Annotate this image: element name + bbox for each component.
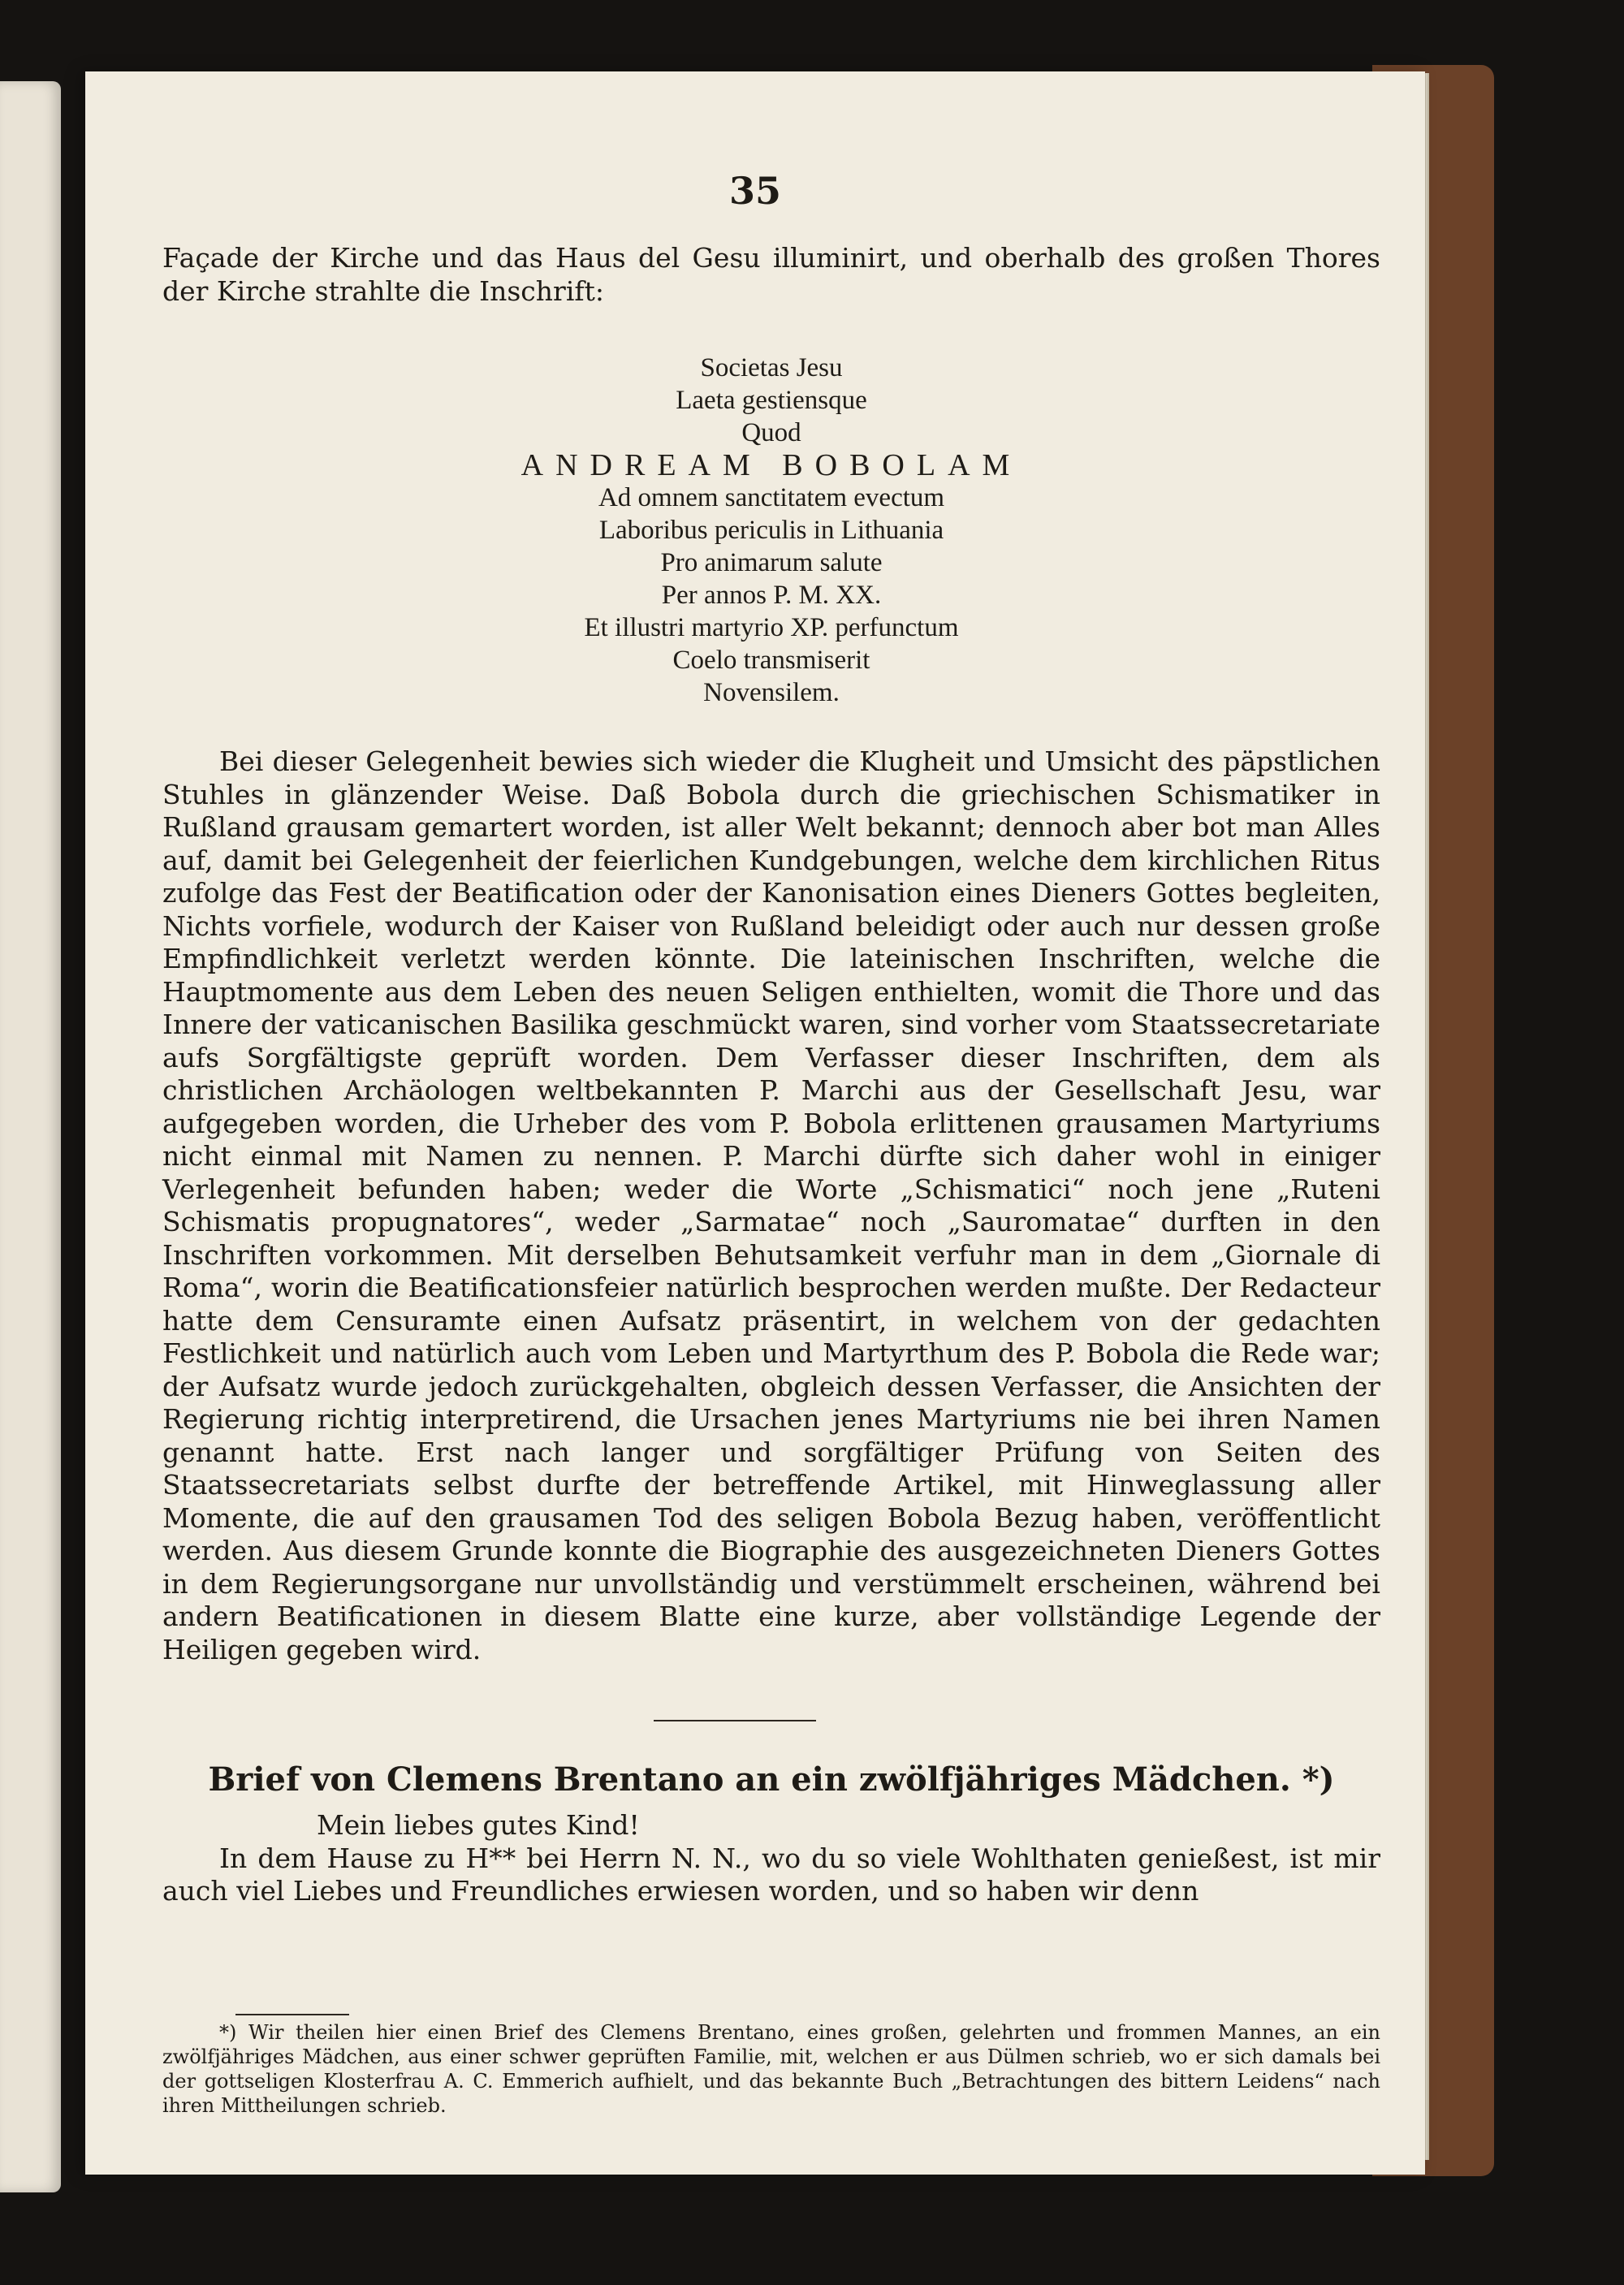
inscription-line: Et illustri martyrio XP. perfunctum — [584, 613, 959, 642]
facing-page-edge — [0, 81, 61, 2192]
letter-salutation: Mein liebes gutes Kind! — [317, 1809, 640, 1841]
page-number: 35 — [728, 169, 781, 213]
inscription-line: Per annos P. M. XX. — [661, 581, 882, 610]
inscription-line: Quod — [741, 418, 801, 447]
inscription-name-line: ANDREAM BOBOLAM — [520, 448, 1022, 482]
letter-paragraph: In dem Hause zu H** bei Herrn N. N., wo du so viele Wohlthaten genießest, ist mir auch viel Liebes und Freundliches erwiesen worden, und so haben wir denn — [162, 1842, 1380, 1907]
intro-text: Façade der Kirche und das Haus del Gesu illuminirt, und oberhalb des großen Thores der Kirche strahlte die Inschrift: — [162, 242, 1380, 307]
inscription-line: Laeta gestiensque — [676, 386, 867, 415]
letter-heading: Brief von Clemens Brentano an ein zwölfjähriges Mädchen. *) — [208, 1760, 1335, 1799]
book-page — [85, 71, 1425, 2175]
latin-inscription — [162, 352, 1380, 709]
main-article-body — [162, 745, 1380, 1666]
footnote-rule — [235, 2014, 349, 2015]
inscription-line: Societas Jesu — [700, 353, 843, 382]
inscription-line: Pro animarum salute — [660, 548, 883, 577]
section-divider — [654, 1720, 816, 1721]
footnote: *) Wir theilen hier einen Brief des Clemens Brentano, eines großen, gelehrten und frommen Mannes, an ein zwölfjähriges Mädchen, aus einer schwer geprüften Familie, mit, welchen er aus Dülmen schrieb, wo er sich damals bei der gottseligen Klosterfrau A. C. Emmerich aufhielt, und das bekannte Buch „Betrachtungen des bittern Leidens“ nach ihren Mittheilungen schrieb. — [162, 2021, 1380, 2117]
inscription-line: Coelo transmiserit — [672, 646, 870, 675]
intro-paragraph — [162, 242, 1380, 308]
body-paragraph: Bei dieser Gelegenheit bewies sich wieder die Klugheit und Umsicht des päpstlichen Stuhles in glänzender Weise. Daß Bobola durch die griechischen Schismatiker in Rußland grausam gemartert worden, ist aller Welt bekannt; dennoch aber bot man Alles auf, damit bei Gelegenheit der feierlichen Kundgebungen, welche dem kirchlichen Ritus zufolge das Fest der Beatification oder der Kanonisation eines Dieners Gottes begleiten, Nichts vorfiele, wodurch der Kaiser von Rußland beleidigt oder auch nur dessen große Empfindlichkeit verletzt werden könnte. Die lateinischen Inschriften, welche die Hauptmomente aus dem Leben des neuen Seligen enthielten, womit die Thore und das Innere der vaticanischen Basilika geschmückt waren, sind vorher vom Staatssecretariate aufs Sorgfältigste geprüft worden. Dem Verfasser dieser Inschriften, dem als christlichen Archäologen weltbekannten P. Marchi aus der Gesellschaft Jesu, war aufgegeben worden, die Urheber des vom P. Bobola erlittenen grausamen Martyriums nicht einmal mit Namen zu nennen. P. Marchi dürfte sich daher wohl in einiger Verlegenheit befunden haben; weder die Worte „Schismatici“ noch jene „Ruteni Schismatis propugnatores“, weder „Sarmatae“ noch „Sauromatae“ durften in den Inschriften vorkommen. Mit derselben Behutsamkeit verfuhr man in dem „Giornale di Roma“, worin die Beatificationsfeier natürlich besprochen werden mußte. Der Redacteur hatte dem Censuramte einen Aufsatz präsentirt, in welchem von der gedachten Festlichkeit und natürlich auch vom Leben und Martyrthum des P. Bobola die Rede war; der Aufsatz wurde jedoch zurückgehalten, obgleich dessen Verfasser, die Ansichten der Regierung richtig interpretirend, die Ursachen jenes Martyriums nie bei ihren Namen genannt hatte. Erst nach langer und sorgfältiger Prüfung von Seiten des Staatssecretariats selbst durfte der betreffende Artikel, mit Hinweglassung aller Momente, die auf den grausamen Tod des seligen Bobola Bezug haben, veröffentlicht werden. Aus diesem Grunde konnte die Biographie des ausgezeichneten Dieners Gottes in dem Regierungsorgane nur unvollständig und verstümmelt erscheinen, während bei andern Beatificationen in diesem Blatte eine kurze, aber vollständige Legende der Heiligen gegeben wird. — [162, 745, 1380, 1665]
inscription-line: Laboribus periculis in Lithuania — [598, 516, 944, 545]
inscription-line: Novensilem. — [703, 678, 840, 707]
letter-body — [162, 1809, 1380, 1908]
inscription-line: Ad omnem sanctitatem evectum — [598, 483, 945, 512]
